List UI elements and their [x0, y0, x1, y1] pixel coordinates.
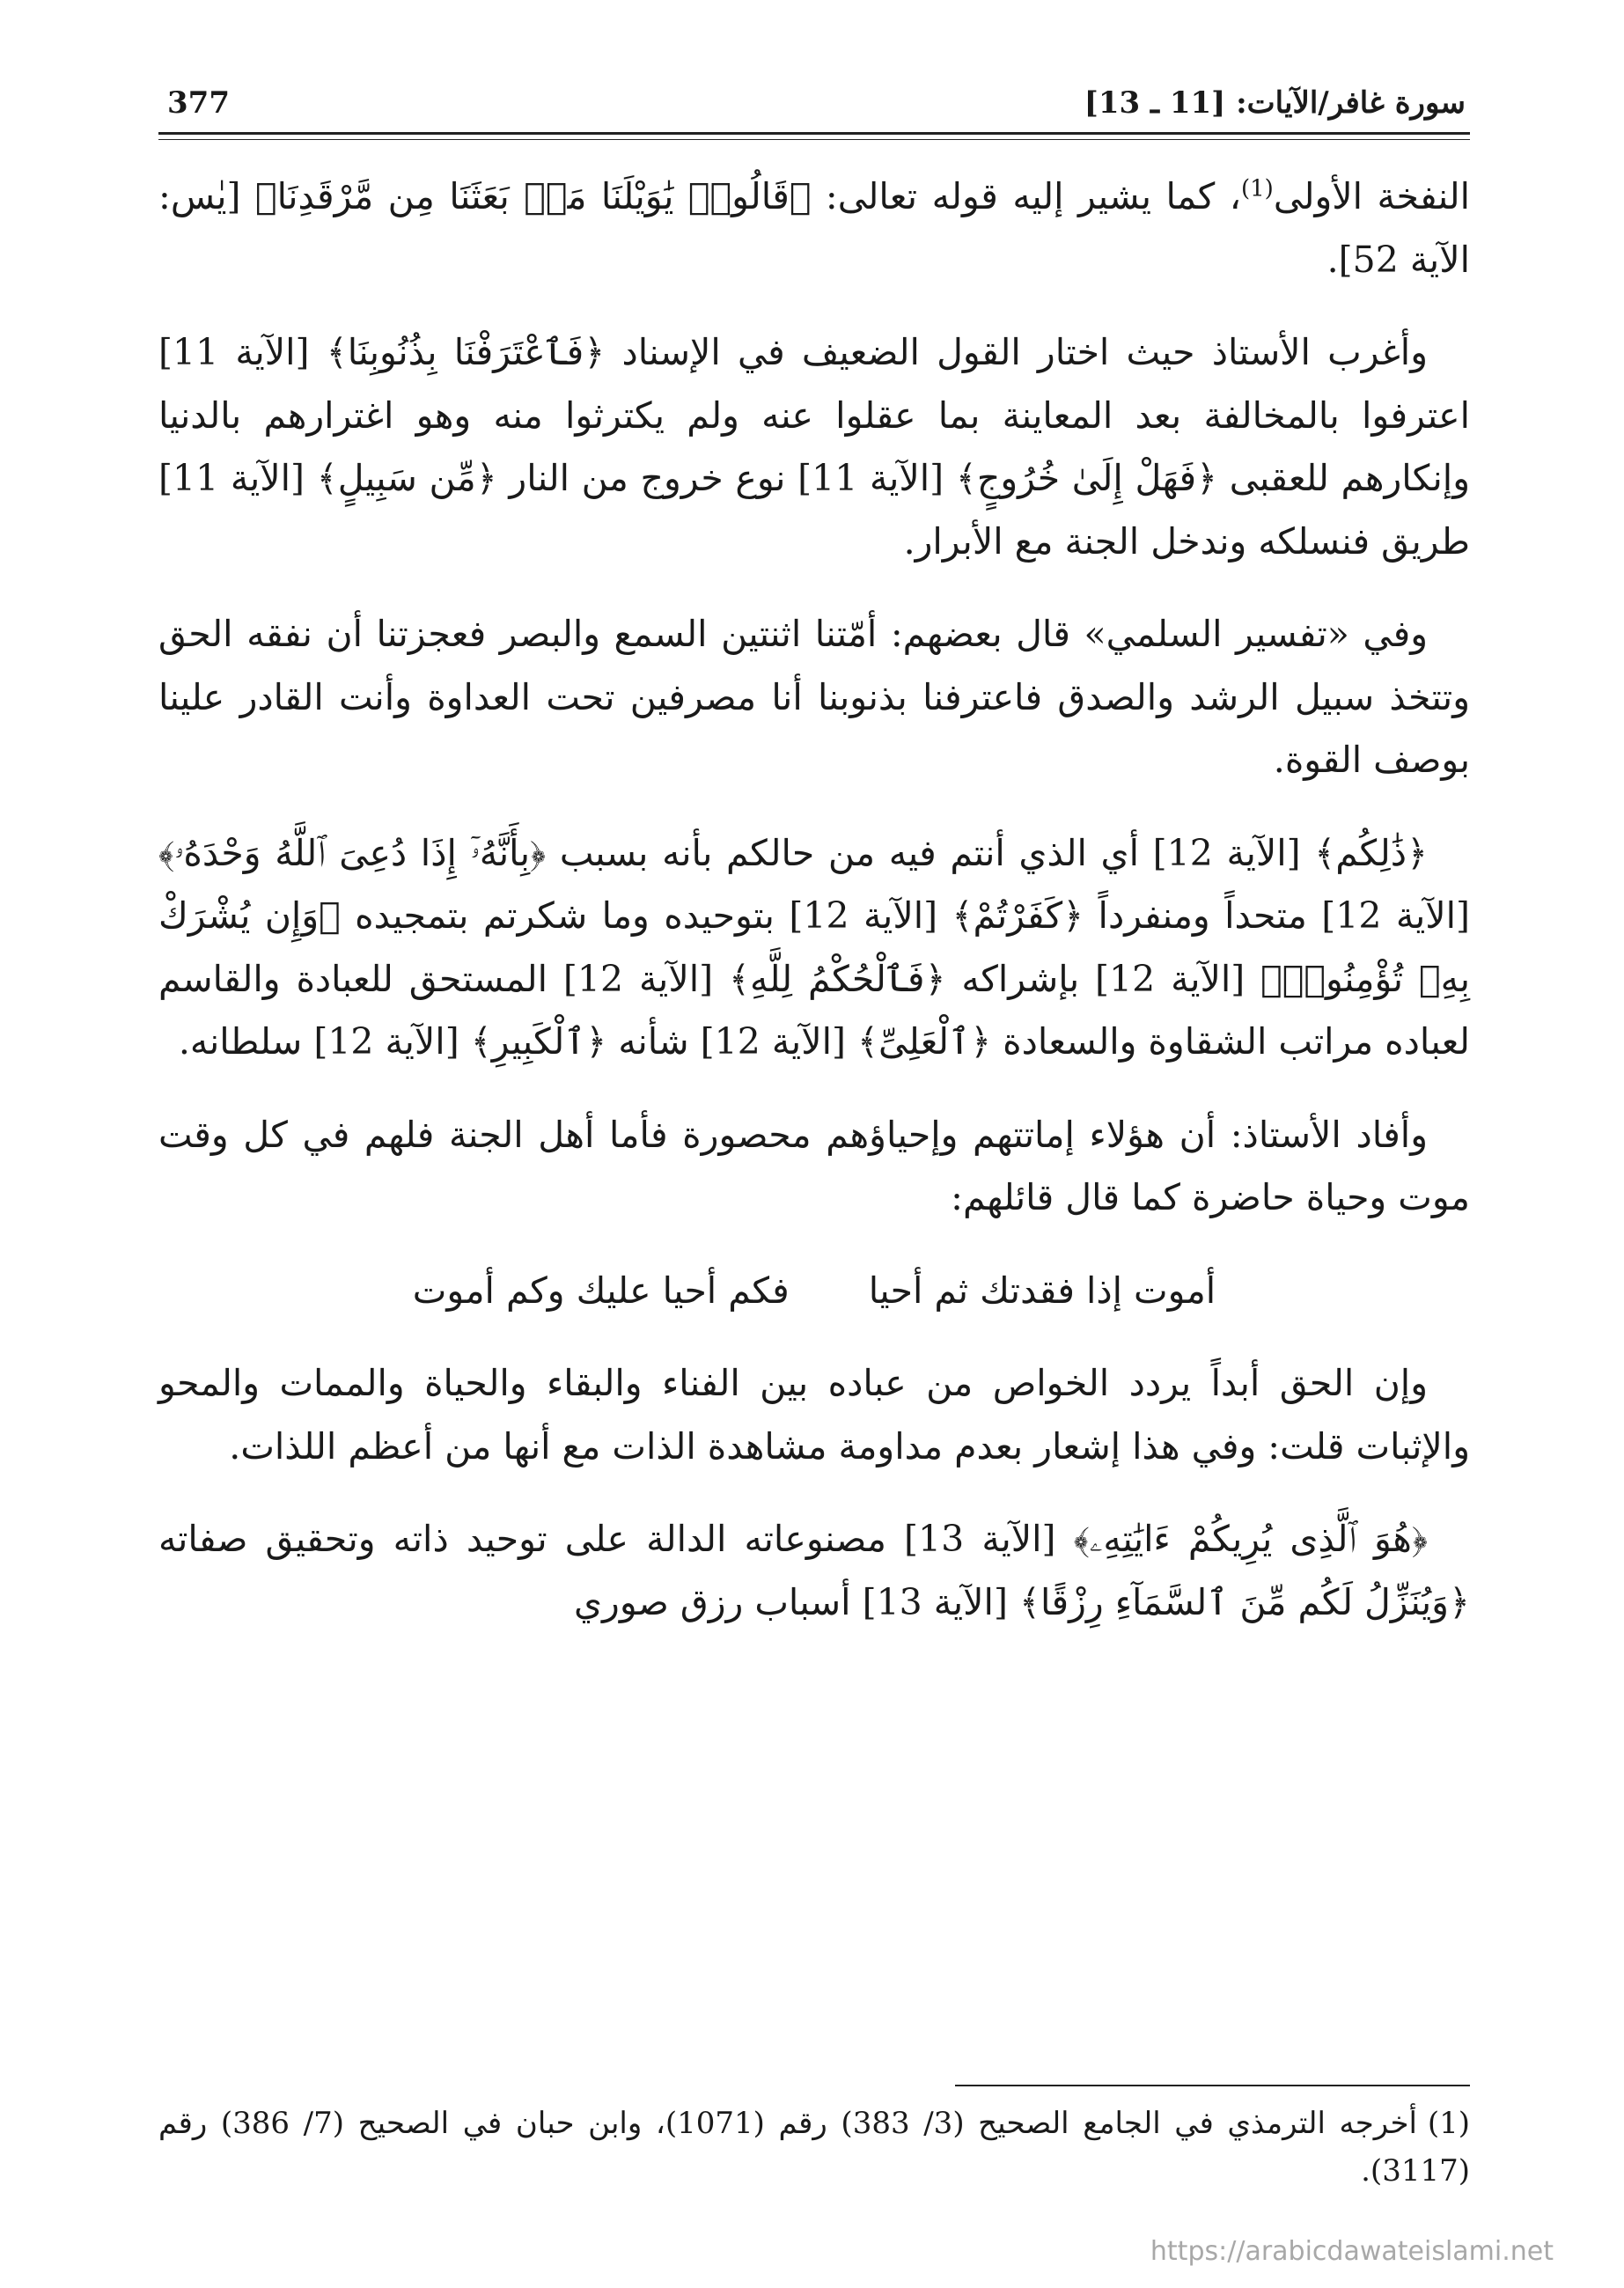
verse-second-hemistich: فكم أحيا عليك وكم أموت: [412, 1269, 790, 1312]
footnote-rule: [955, 2085, 1470, 2086]
header-rule-thick: [158, 132, 1470, 135]
paragraph-6: وإن الحق أبداً يردد الخواص من عباده بين الفناء والبقاء والحياة والممات والمحو والإثبات قلت: وفي هذا إشعار بعدم مداومة مشاهدة الذات مع أنها من أعظم اللذات.: [158, 1362, 1470, 1468]
footnote-reference: (1): [1240, 175, 1274, 202]
header-rule-thin: [158, 139, 1470, 140]
watermark-url: https://arabicdawateislami.net: [1150, 2236, 1554, 2267]
running-header: [167, 81, 1466, 125]
verse-first-hemistich: أموت إذا فقدتك ثم أحيا: [868, 1269, 1216, 1312]
paragraph-5: وأفاد الأستاذ: أن هؤلاء إماتتهم وإحياؤهم محصورة فأما أهل الجنة فلهم في كل وقت موت وحياة حاضرة كما قال قائلهم:: [158, 1113, 1470, 1218]
main-text: [158, 166, 1470, 1664]
footnote: [158, 2100, 1470, 2195]
paragraph-3: وفي «تفسير السلمي» قال بعضهم: أمّتنا اثنتين السمع والبصر فعجزتنا أن نفقه الحق وتتخذ سبيل الرشد والصدق فاعترفنا بذنوبنا أنا مصرفين تحت العداوة وأنت القادر علينا بوصف القوة.: [158, 613, 1470, 781]
paragraph-1: [158, 166, 1470, 291]
header-title: سورة غافر/الآيات: [11 ـ 13]: [1084, 85, 1466, 121]
poetry-verse: [158, 1260, 1470, 1323]
paragraph-1-text: النفخة الأولى$^{(1)}$، كما يشير إليه قوله تعالى: ﴿قَالُوا۟ يَٰوَيْلَنَا مَنۢ بَعَثَنَا مِن مَّرْقَدِنَا﴾ [يٰس: الآية 52].: [158, 175, 1471, 281]
paragraph-2: وأغرب الأستاذ حيث اختار القول الضعيف في الإسناد ﴿فَٱعْتَرَفْنَا بِذُنُوبِنَا﴾ [الآية 11] اعترفوا بالمخالفة بعد المعاينة بما عقلوا عنه ولم يكترثوا منه وهو اغترارهم بالدنيا وإنكارهم للعقبى ﴿فَهَلْ إِلَىٰ خُرُوجٍ﴾ [الآية 11] نوع خروج من النار ﴿مِّن سَبِيلٍ﴾ [الآية 11] طريق فنسلكه وندخل الجنة مع الأبرار.: [158, 331, 1470, 563]
page-number: 377: [167, 85, 230, 121]
paragraph-4: ﴿ذَٰلِكُم﴾ [الآية 12] أي الذي أنتم فيه من حالكم بأنه بسبب ﴿بِأَنَّهُۥٓ إِذَا دُعِىَ ٱللَّهُ وَحْدَهُۥ﴾ [الآية 12] متحداً ومنفرداً ﴿كَفَرْتُمْ﴾ [الآية 12] بتوحيده وما شكرتم بتمجيده ﴿وَإِن يُشْرَكْ بِهِۦ تُؤْمِنُوا۟﴾ [الآية 12] بإشراكه ﴿فَٱلْحُكْمُ لِلَّهِ﴾ [الآية 12] المستحق للعبادة والقاسم لعباده مراتب الشقاوة والسعادة ﴿ٱلْعَلِىِّ﴾ [الآية 12] شأنه ﴿ٱلْكَبِيرِ﴾ [الآية 12] سلطانه.: [158, 831, 1470, 1063]
paragraph-7: ﴿هُوَ ٱلَّذِى يُرِيكُمْ ءَايَٰتِهِۦ﴾ [الآية 13] مصنوعاته الدالة على توحيد ذاته وتحقيق صفاته ﴿وَيُنَزِّلُ لَكُم مِّنَ ٱلسَّمَآءِ رِزْقًا﴾ [الآية 13] أسباب رزق صوري: [158, 1518, 1470, 1623]
footnote-text: أخرجه الترمذي في الجامع الصحيح (3/ 383) رقم (1071)، وابن حبان في الصحيح (7/ 386) رقم (3117).: [158, 2106, 1470, 2189]
footnote-number: (1): [1427, 2106, 1470, 2141]
